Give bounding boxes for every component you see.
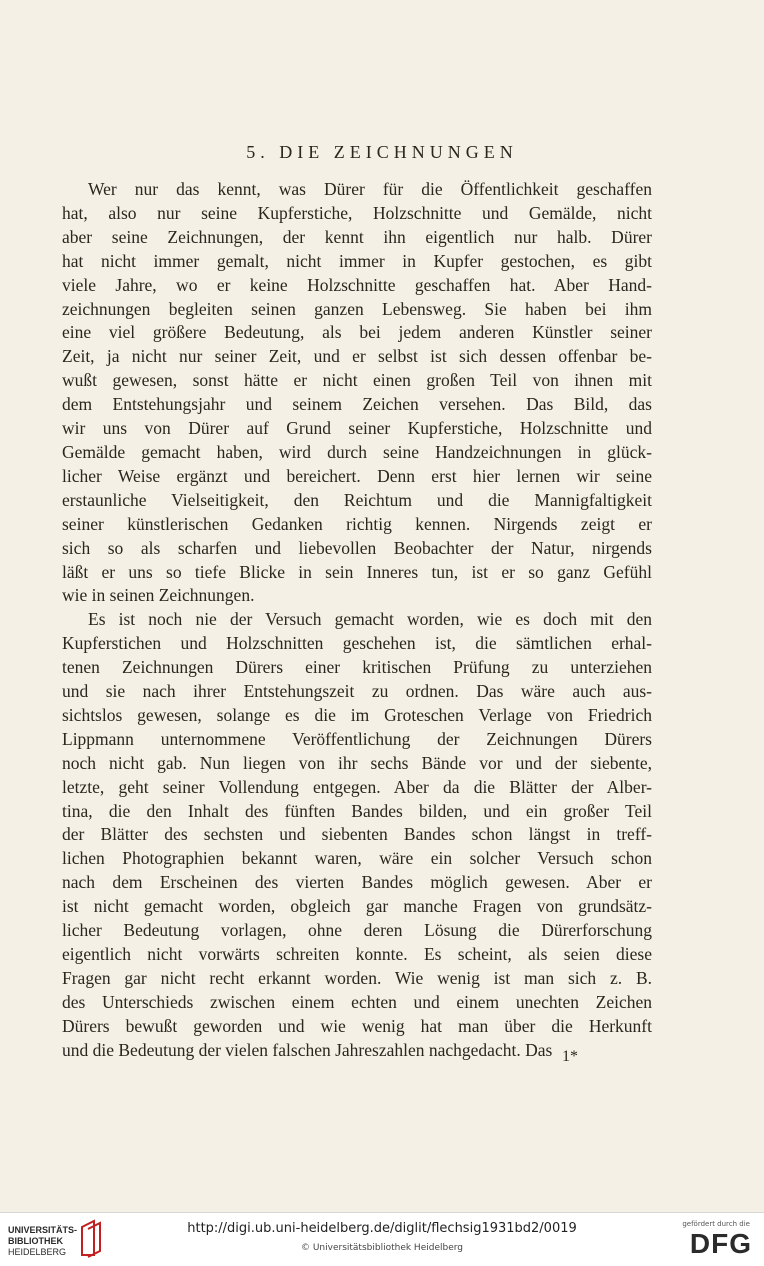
- text-line: lichen Photographien bekannt waren, wäre ein solcher Versuch schon: [62, 848, 652, 869]
- logo-line-3: HEIDELBERG: [8, 1247, 67, 1257]
- text-line: licher Bedeutung vorlagen, ohne deren Lösung die Dürerforschung: [62, 920, 652, 941]
- text-line: noch nicht gab. Nun liegen von ihr sechs Bände vor und der siebente,: [62, 752, 652, 773]
- text-line: viele Jahre, wo er keine Holzschnitte geschaffen hat. Aber Hand-: [62, 274, 652, 295]
- text-line: sich so als scharfen und liebevollen Beobachter der Natur, nirgends: [62, 537, 652, 558]
- text-line: hat nicht immer gemalt, nicht immer in Kupfer gestochen, es gibt: [62, 250, 652, 271]
- text-line: eine viel größere Bedeutung, als bei jedem anderen Künstler seiner: [62, 322, 652, 343]
- text-line: ist nicht gemacht worden, obgleich gar manche Fragen von grundsätz-: [62, 896, 652, 917]
- text-line: läßt er uns so tiefe Blicke in sein Inneres tun, ist er so ganz Gefühl: [62, 561, 652, 582]
- logo-line-1: UNIVERSITÄTS-: [8, 1225, 78, 1235]
- text-line: Dürers bewußt geworden und wie wenig hat man über die Herkunft: [62, 1015, 652, 1036]
- logo-line-2: BIBLIOTHEK: [8, 1236, 63, 1246]
- text-line: zeichnungen begleiten seinen ganzen Lebensweg. Sie haben bei ihm: [62, 298, 652, 319]
- text-line: seiner künstlerischen Gedanken richtig kennen. Nirgends zeigt er: [62, 513, 652, 534]
- text-line: Gemälde gemacht haben, wird durch seine Handzeichnungen in glück-: [62, 441, 652, 462]
- text-line: Es ist noch nie der Versuch gemacht worden, wie es doch mit den: [88, 609, 652, 630]
- text-line: tenen Zeichnungen Dürers einer kritischen Prüfung zu unterziehen: [62, 657, 652, 678]
- text-line: licher Weise ergänzt und bereichert. Denn erst hier lernen wir seine: [62, 465, 652, 486]
- text-line: dem Entstehungsjahr und seinem Zeichen versehen. Das Bild, das: [62, 394, 652, 415]
- text-line: Kupferstichen und Holzschnitten geschehen ist, die sämtlichen erhal-: [62, 633, 652, 654]
- text-line: Wer nur das kennt, was Dürer für die Öffentlichkeit geschaffen: [88, 179, 652, 199]
- text-line: tina, die den Inhalt des fünften Bandes bilden, und ein großer Teil: [62, 800, 652, 821]
- text-line: Zeit, ja nicht nur seiner Zeit, und er selbst ist sich dessen offenbar be-: [62, 346, 652, 367]
- text-line: der Blätter des sechsten und siebenten Bandes schon längst in treff-: [62, 824, 652, 845]
- text-line: wußt gewesen, sonst hätte er nicht einen großen Teil von ihnen mit: [62, 370, 652, 391]
- text-line: letzte, geht seiner Vollendung entgegen. Aber da die Blätter der Alber-: [62, 776, 652, 797]
- text-line: aber seine Zeichnungen, der kennt ihn eigentlich nur halb. Dürer: [62, 226, 652, 247]
- text-line: erstaunliche Vielseitigkeit, den Reichtum und die Mannigfaltigkeit: [62, 489, 652, 510]
- chapter-heading: 5. DIE ZEICHNUNGEN: [246, 142, 518, 162]
- text-line: nach dem Erscheinen des vierten Bandes möglich gewesen. Aber er: [62, 872, 652, 893]
- funding-label: gefördert durch die: [682, 1220, 750, 1228]
- text-line: wie in seinen Zeichnungen.: [62, 585, 255, 606]
- text-line: Fragen gar nicht recht erkannt worden. Wie wenig ist man sich z. B.: [62, 967, 652, 988]
- signature-mark: 1*: [562, 1048, 578, 1065]
- permalink-url[interactable]: http://digi.ub.uni-heidelberg.de/diglit/flechsig1931bd2/0019: [187, 1221, 577, 1236]
- text-line: und die Bedeutung der vielen falschen Jahreszahlen nachgedacht. Das: [62, 1039, 553, 1060]
- viewer-footer: [0, 1212, 764, 1266]
- text-line: eigentlich nicht vorwärts schreiten konnte. Es scheint, als seien diese: [62, 944, 652, 964]
- text-line: sichtslos gewesen, solange es die im Groteschen Verlage von Friedrich: [62, 704, 652, 725]
- text-line: des Unterschieds zwischen einem echten und einem unechten Zeichen: [62, 991, 652, 1012]
- text-line: wir uns von Dürer auf Grund seiner Kupferstiche, Holzschnitte und: [62, 418, 652, 439]
- text-line: Lippmann unternommene Veröffentlichung der Zeichnungen Dürers: [62, 728, 652, 749]
- dfg-logo[interactable]: DFG: [689, 1228, 752, 1259]
- text-line: und sie nach ihrer Entstehungszeit zu ordnen. Das wäre auch aus-: [62, 681, 652, 702]
- text-line: hat, also nur seine Kupferstiche, Holzschnitte und Gemälde, nicht: [62, 202, 652, 223]
- copyright-notice: © Universitätsbibliothek Heidelberg: [300, 1243, 463, 1253]
- body-text: [62, 178, 652, 1063]
